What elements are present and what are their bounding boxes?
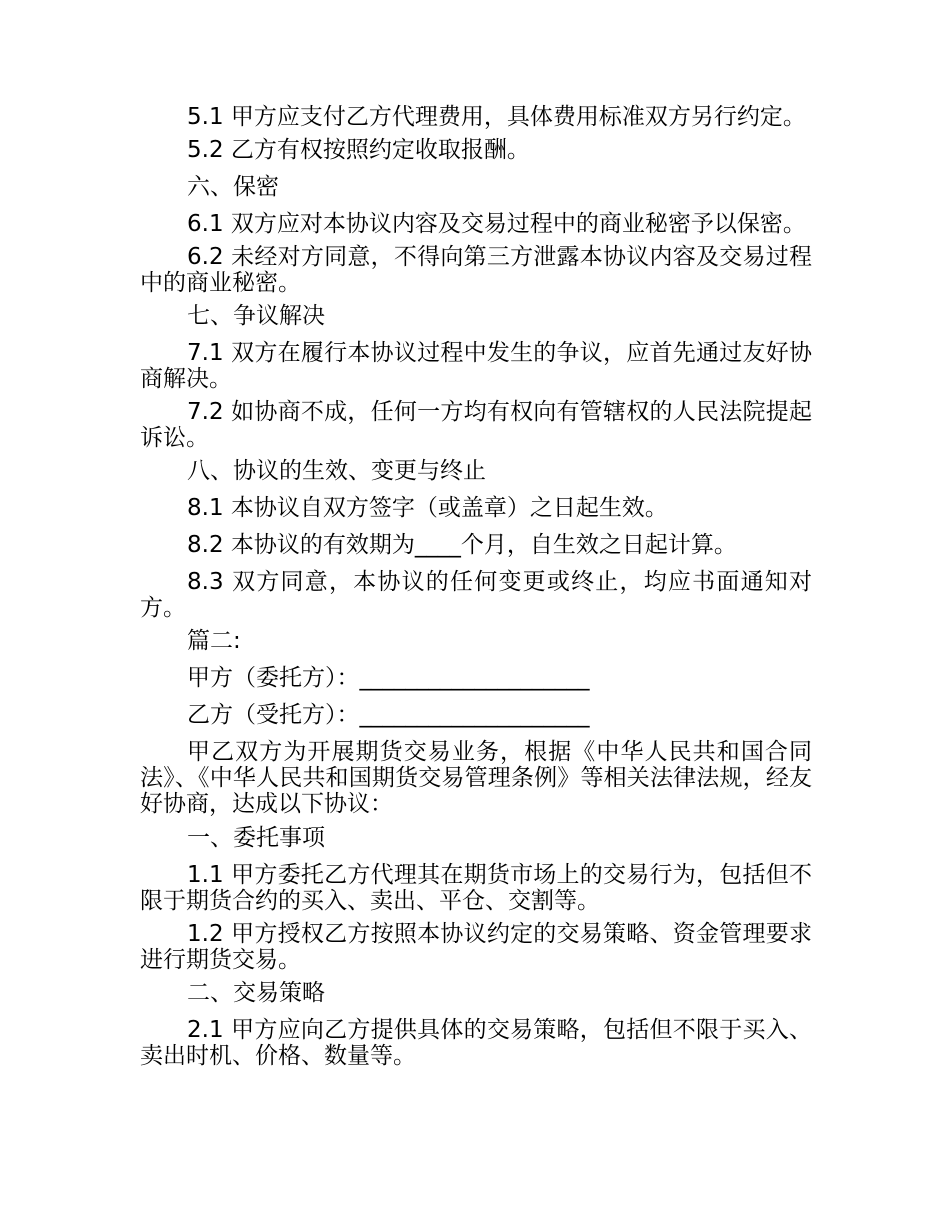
document-page <box>140 104 812 1076</box>
clause-5-1: 5.1 甲方应支付乙方代理费用，具体费用标准双方另行约定。 <box>187 104 806 130</box>
clause-1-1: 1.1 甲方委托乙方代理其在期货市场上的交易行为，包括但不限于期货合约的买入、卖出、平仓、交割等。 <box>140 862 812 914</box>
section-heading-1: 一、委托事项 <box>187 825 325 851</box>
preamble: 甲乙双方为开展期货交易业务，根据《中华人民共和国合同法》、《中华人民共和国期货交易管理条例》等相关法律法规，经友好协商，达成以下协议： <box>140 739 812 817</box>
clause-6-2: 6.2 未经对方同意，不得向第三方泄露本协议内容及交易过程中的商业秘密。 <box>140 244 812 296</box>
clause-6-1: 6.1 双方应对本协议内容及交易过程中的商业秘密予以保密。 <box>187 211 806 237</box>
clause-7-1: 7.1 双方在履行本协议过程中发生的争议，应首先通过友好协商解决。 <box>140 340 812 392</box>
part-two-heading: 篇二: <box>187 628 241 654</box>
party-b-line: 乙方（受托方）：____________________ <box>187 702 590 728</box>
clause-2-1: 2.1 甲方应向乙方提供具体的交易策略，包括但不限于买入、卖出时机、价格、数量等。 <box>140 1017 812 1069</box>
clause-1-2: 1.2 甲方授权乙方按照本协议约定的交易策略、资金管理要求进行期货交易。 <box>140 921 812 973</box>
clause-8-2: 8.2 本协议的有效期为____个月，自生效之日起计算。 <box>187 532 737 558</box>
section-heading-2: 二、交易策略 <box>187 980 325 1006</box>
section-heading-8: 八、协议的生效、变更与终止 <box>187 458 486 484</box>
section-heading-6: 六、保密 <box>187 174 279 200</box>
section-heading-7: 七、争议解决 <box>187 303 325 329</box>
clause-5-2: 5.2 乙方有权按照约定收取报酬。 <box>187 137 530 163</box>
clause-7-2: 7.2 如协商不成，任何一方均有权向有管辖权的人民法院提起诉讼。 <box>140 399 812 451</box>
party-a-line: 甲方（委托方）：____________________ <box>187 665 590 691</box>
clause-8-3: 8.3 双方同意，本协议的任何变更或终止，均应书面通知对方。 <box>140 569 812 621</box>
clause-8-1: 8.1 本协议自双方签字（或盖章）之日起生效。 <box>187 495 668 521</box>
